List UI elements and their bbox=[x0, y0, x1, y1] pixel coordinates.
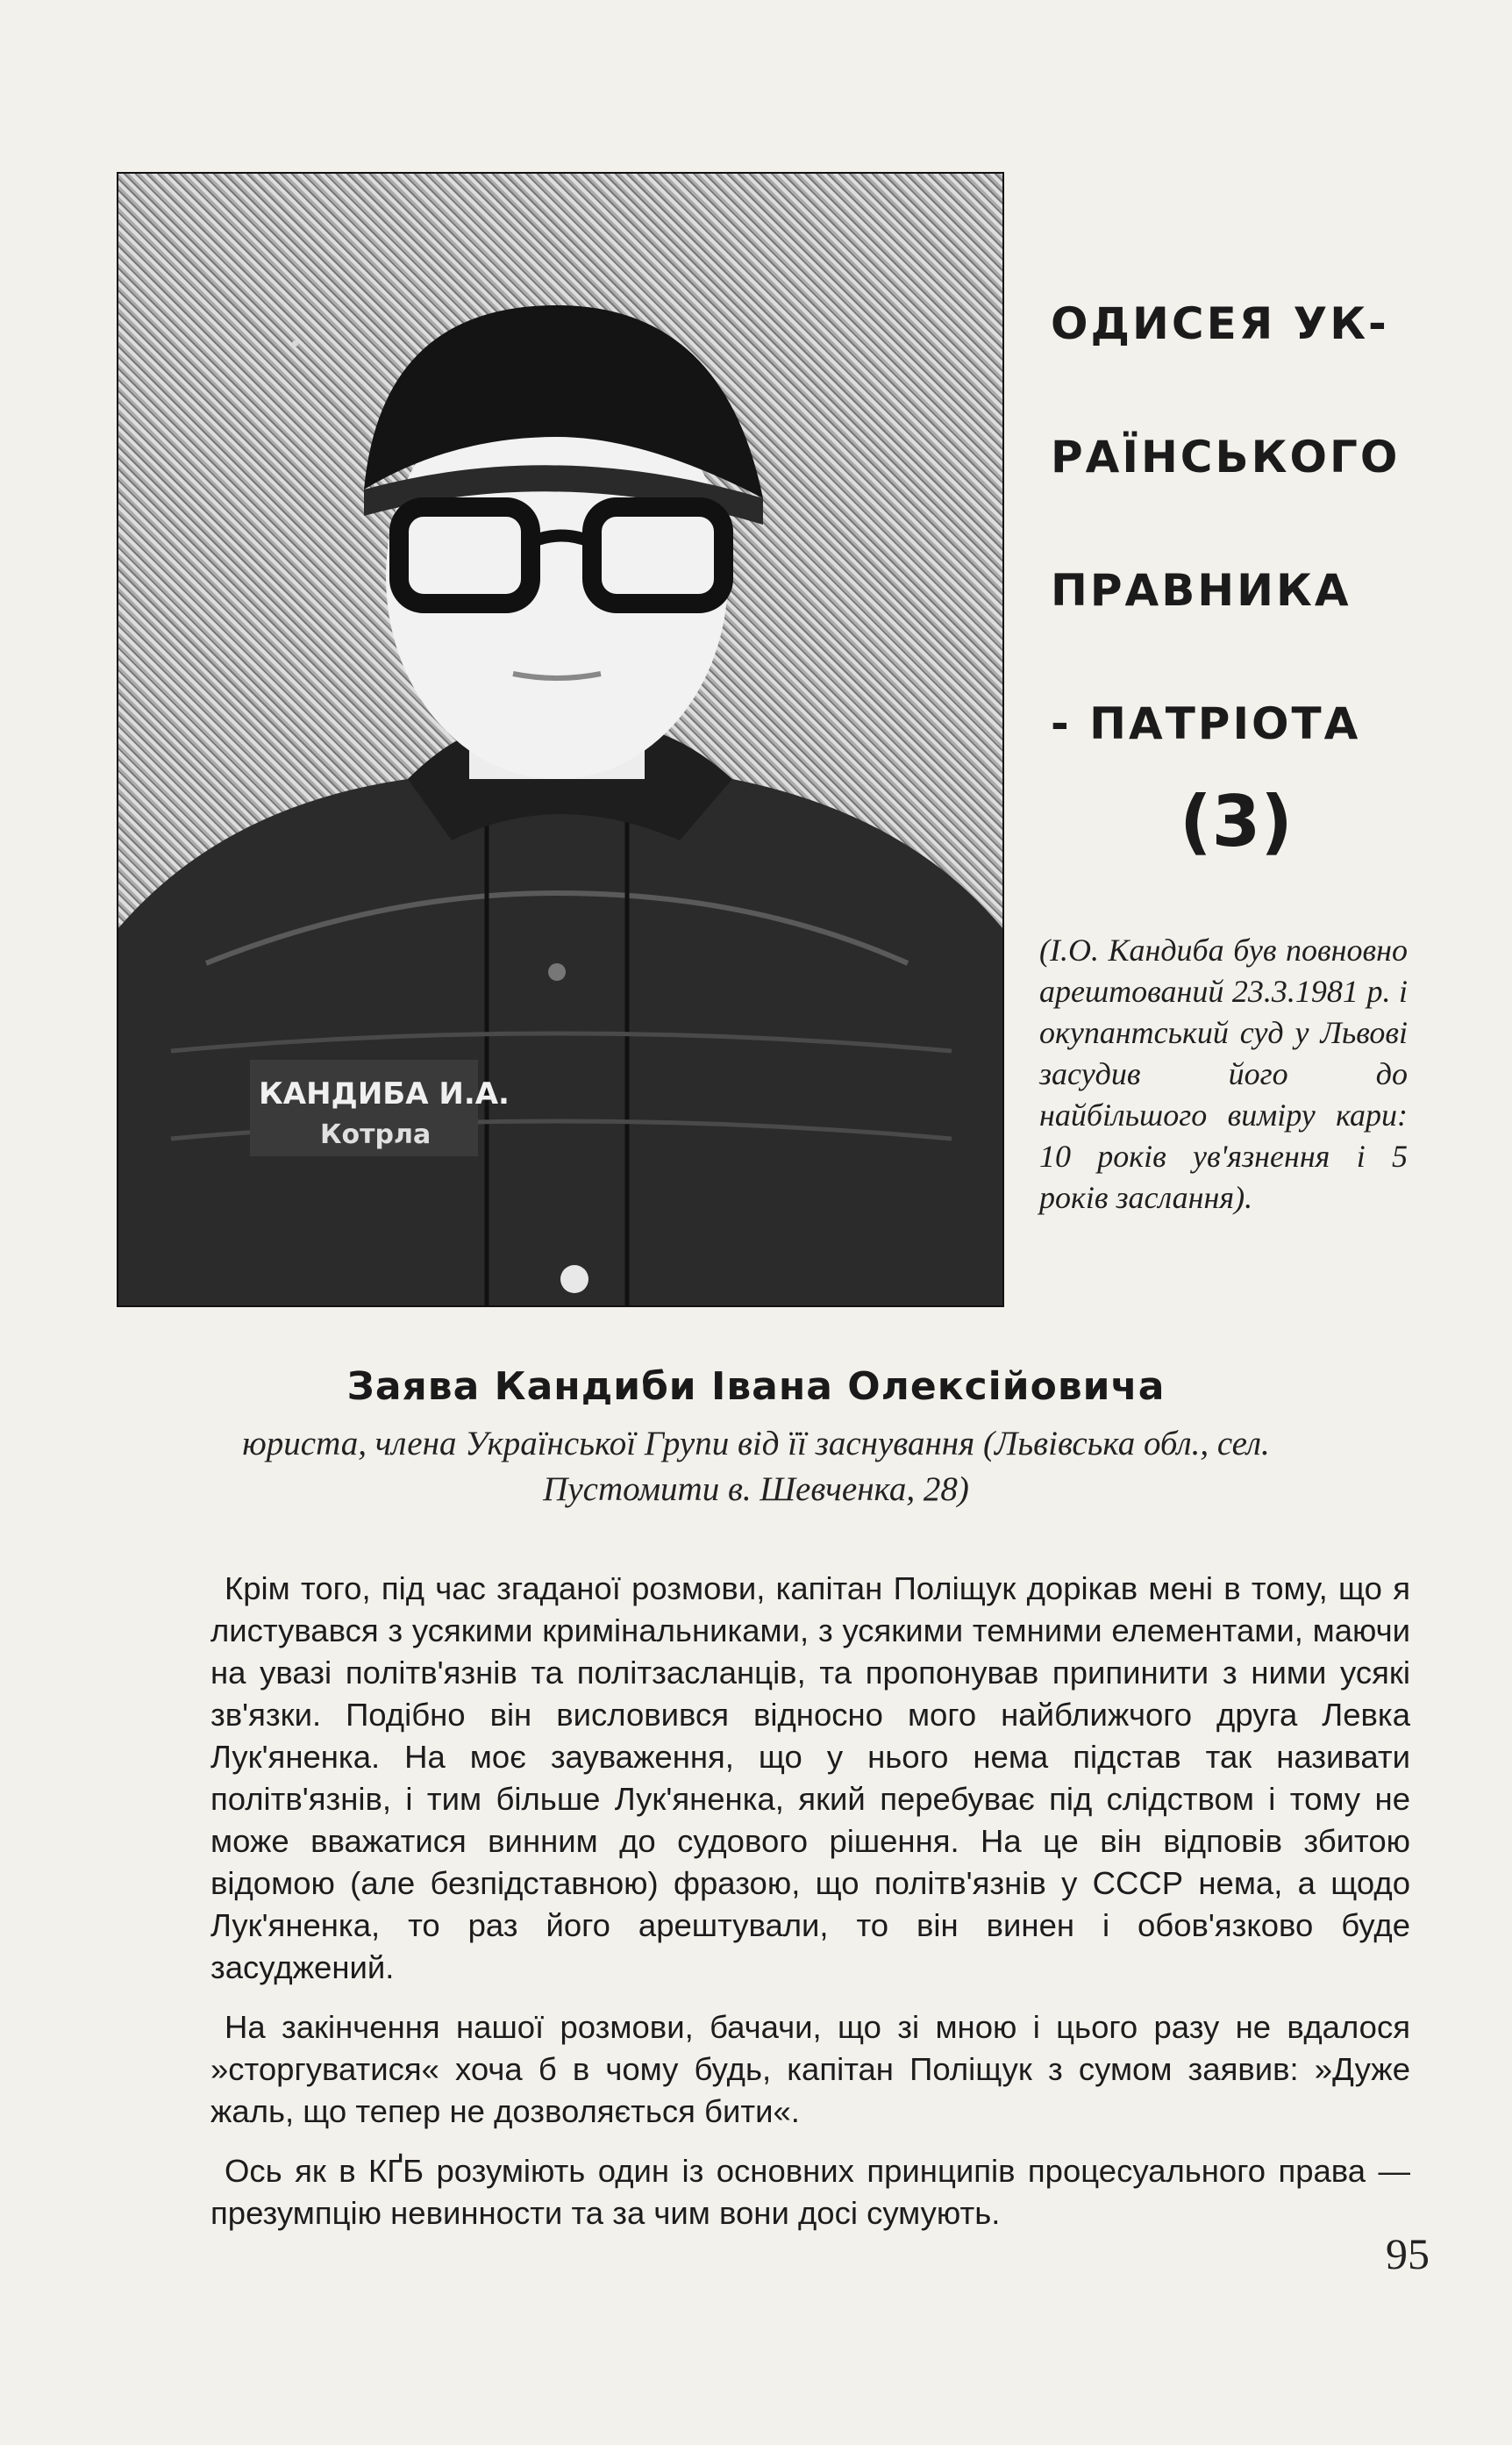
body-text bbox=[210, 1568, 1410, 2252]
body-paragraph-2: На закінчення нашої розмови, бачачи, що зі мною і цього разу не вдалося »сторгуватися« хоча б в чому будь, капітан Поліщук з сумом заявив: »Дуже жаль, що тепер не дозволяється бити«. bbox=[210, 2009, 1410, 2129]
side-note: (І.О. Кандиба був повновно арештований 23.3.1981 р. і окупантський суд у Львові засудив його до найбільшого виміру кари: 10 років ув'язнення і 5 років заслання). bbox=[1039, 933, 1408, 1215]
title-line-3: ПРАВНИКА bbox=[1051, 565, 1352, 616]
title-line-2: РАЇНСЬКОГО bbox=[1051, 432, 1401, 483]
statement-title: Заява Кандиби Івана Олексійовича bbox=[346, 1364, 1166, 1409]
page-number: 95 bbox=[1386, 2229, 1430, 2278]
portrait-illustration bbox=[118, 174, 1002, 1305]
body-paragraph-3: Ось як в КҐБ розуміють один із основних принципів процесуального права — презумпцію невинности та за чим вони досі сумують. bbox=[210, 2153, 1410, 2231]
article-title bbox=[1051, 298, 1428, 767]
body-paragraph-1: Крім того, під час згаданої розмови, капітан Поліщук дорікав мені в тому, що я листувався з усякими кримінальниками, з усякими темними елементами, маючи на увазі політв'язнів та політзасланців, та пропонував припинити з ними усякі зв'язки. Подібно він висловився відносно мого найближчого друга Левка Лук'яненка. На моє зауваження, що у нього нема підстав так називати політв'язнів, і тим більше Лук'яненка, який перебуває під слідством і тому не може вважатися винним до судового рішення. На це він відповів збитою відомою (але безпідставною) фразою, що політв'язнів у СССР нема, а щодо Лук'яненка, то раз його арештували, то він винен і обов'язково буде засуджений. bbox=[210, 1570, 1410, 1985]
title-line-1: ОДИСЕЯ УК- bbox=[1051, 298, 1389, 349]
part-number: (3) bbox=[1180, 781, 1293, 862]
statement-subtitle: юриста, члена Української Групи від її заснування (Львівська обл., сел. Пустомити в. Шевченка, 28) bbox=[242, 1425, 1270, 1508]
badge-line-1: КАНДИБА И.А. bbox=[259, 1076, 510, 1112]
title-line-4: - ПАТРІОТА bbox=[1051, 698, 1361, 749]
badge-line-2: Котрла bbox=[320, 1119, 431, 1150]
portrait-photo bbox=[117, 172, 1004, 1307]
